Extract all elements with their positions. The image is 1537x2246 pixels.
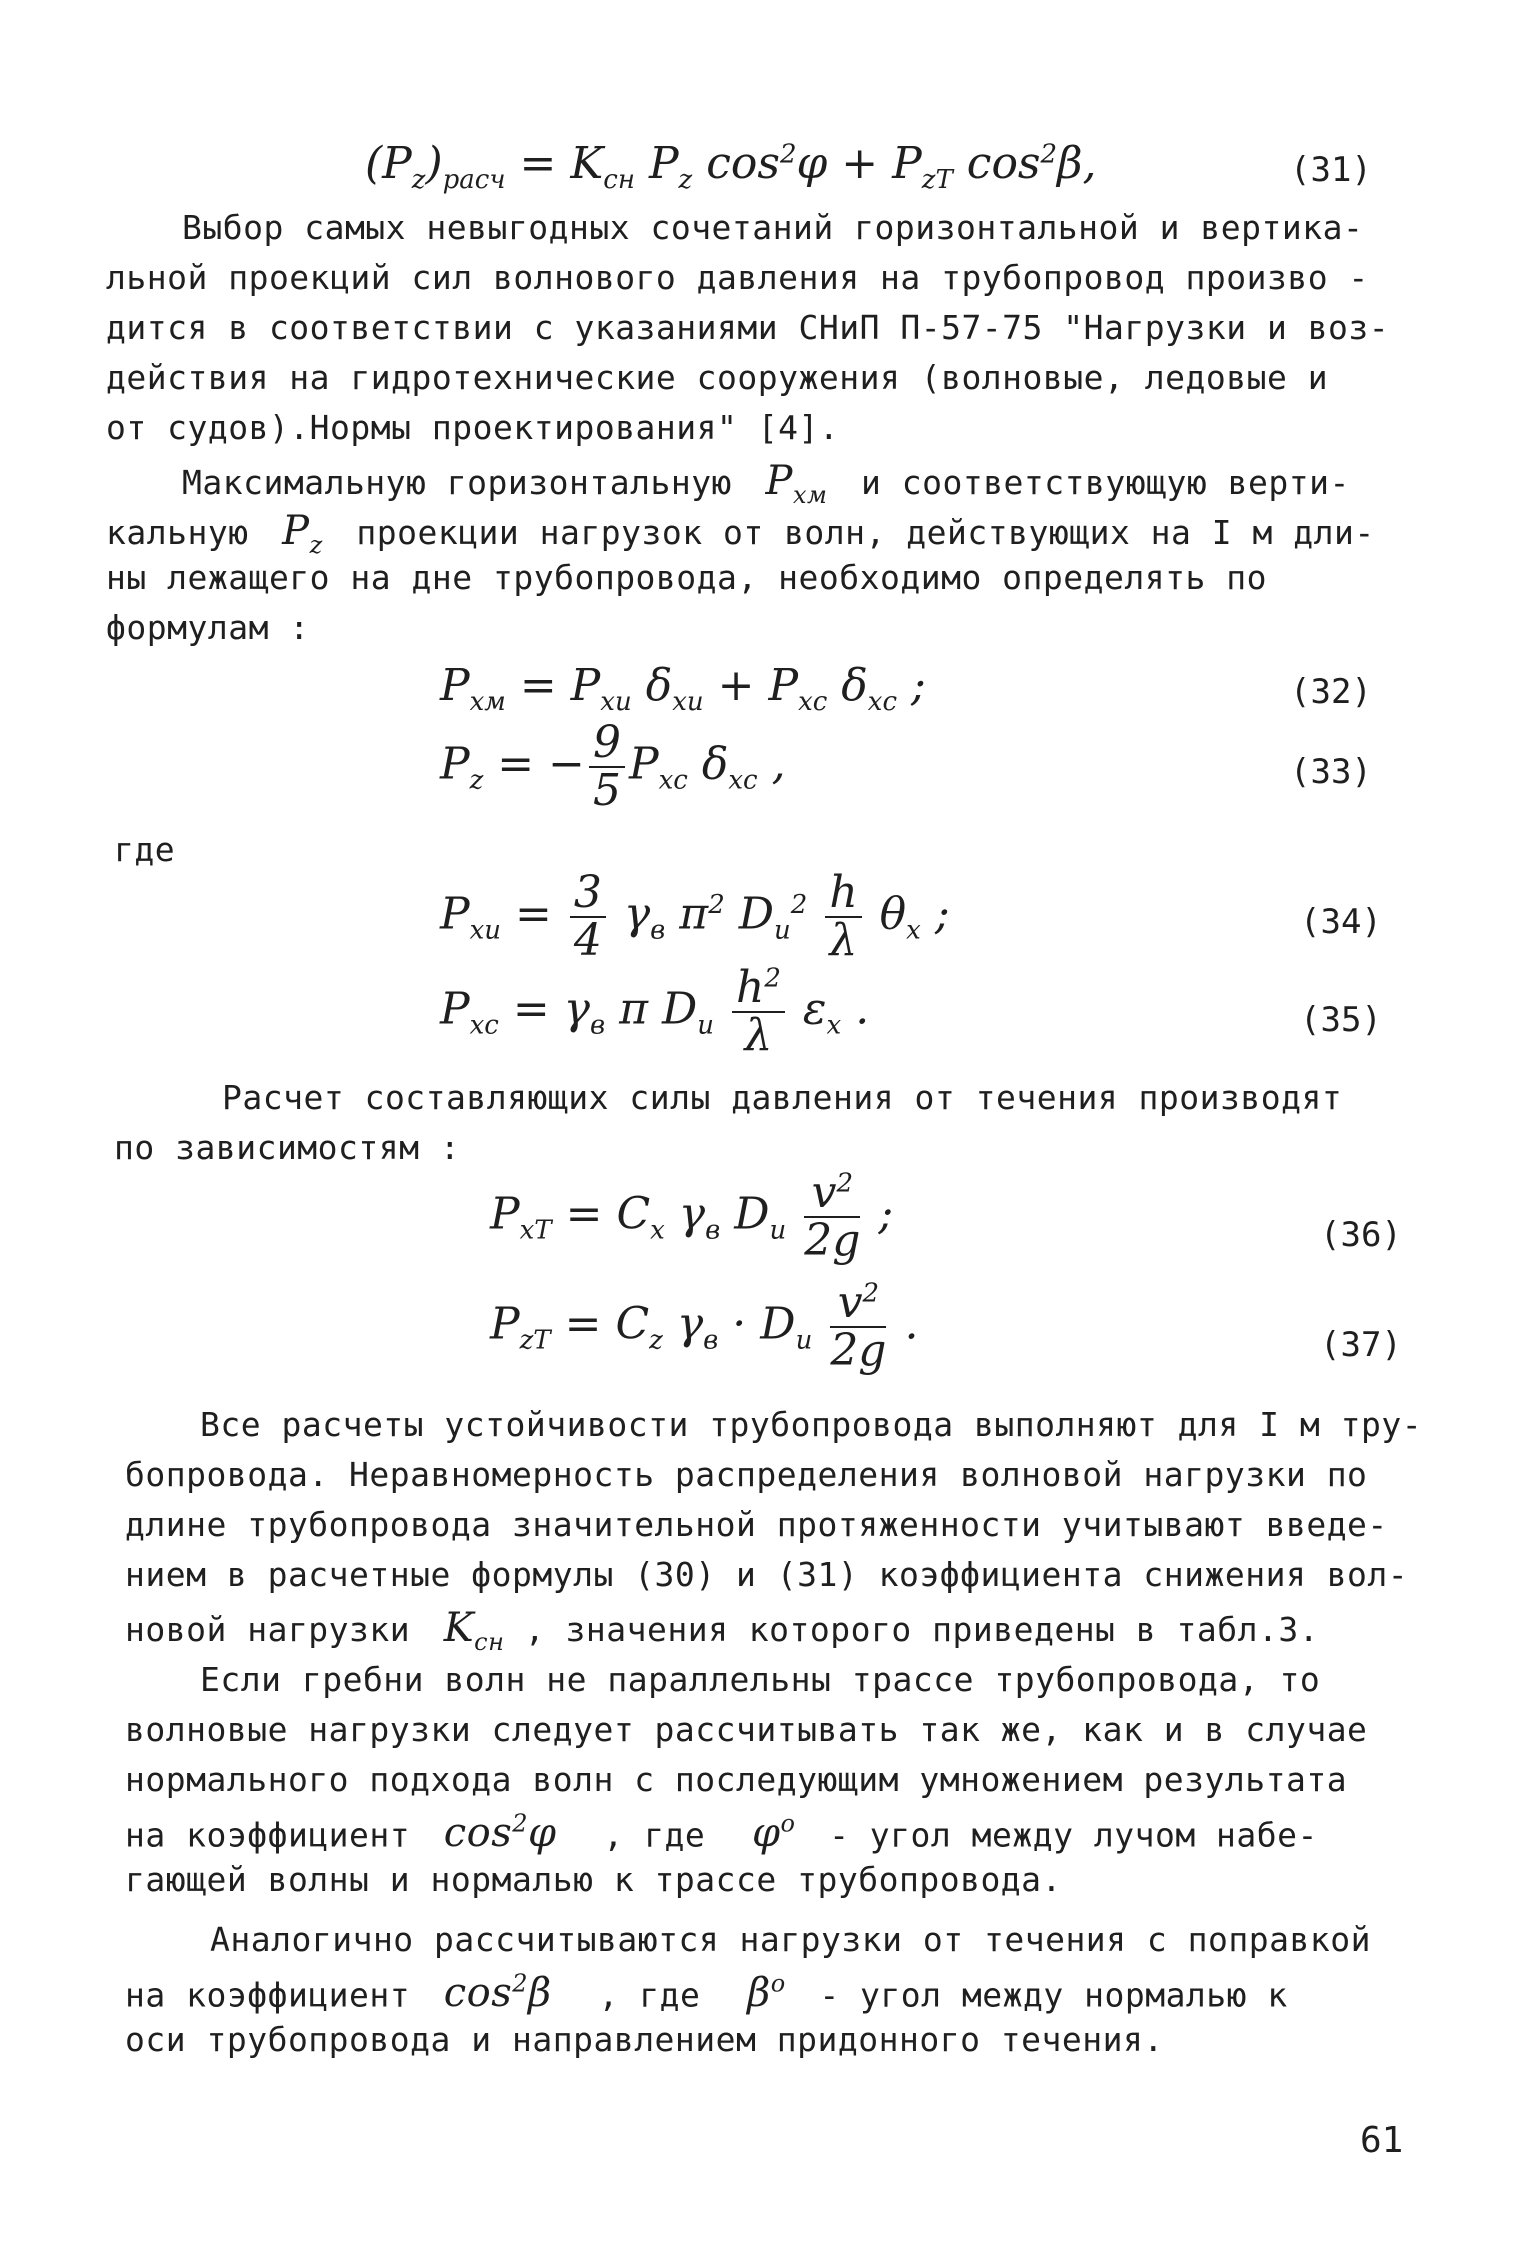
paragraph-2-line-1 <box>182 458 1350 509</box>
formula-number-31: (31) <box>1290 150 1372 190</box>
paragraph-2-line-4: формулам : <box>106 608 310 647</box>
paragraph-4-line-2: бопровода. Неравномерность распределения волновой нагрузки по <box>125 1455 1368 1494</box>
symbol-cos2beta: $\cos^2\beta$ <box>430 1970 579 2017</box>
paragraph-3-line-2: по зависимостям : <box>114 1128 461 1167</box>
formula-37: $P_{zT} = C_z$ $\gamma_в \cdot D_и$ $\frac{v^2}{2g}$ . <box>490 1277 919 1377</box>
paragraph-5-line-1: Если гребни волн не параллельны трассе трубопровода, то <box>200 1660 1321 1699</box>
text-segment: новой нагрузки <box>125 1610 411 1649</box>
paragraph-5-line-3: нормального подхода волн с последующим умножением результата <box>125 1760 1348 1799</box>
paragraph-1-line-1: Выбор самых невыгодных сочетаний горизонтальной и вертика- <box>182 208 1364 247</box>
text-segment: на коэффициент <box>125 1975 411 2015</box>
formula-number-37: (37) <box>1320 1325 1402 1365</box>
paragraph-5-line-5: гающей волны и нормалью к трассе трубопровода. <box>125 1860 1062 1899</box>
paragraph-5-line-2: волновые нагрузки следует рассчитывать так же, как и в случае <box>125 1710 1368 1749</box>
symbol-beta-deg: $\beta^o$ <box>720 1970 786 2017</box>
formula-number-35: (35) <box>1300 1000 1382 1040</box>
paragraph-4-line-3: длине трубопровода значительной протяженности учитывают введе- <box>125 1505 1388 1544</box>
paragraph-1-line-2: льной проекций сил волнового давления на трубопровод произво - <box>106 258 1369 297</box>
text-segment: , значения которого приведены в табл.3. <box>524 1610 1320 1649</box>
paragraph-6-line-1: Аналогично рассчитываются нагрузки от течения с поправкой <box>210 1920 1371 1959</box>
paragraph-6-line-2 <box>125 1970 1288 2016</box>
text-segment: - угол между нормалью к <box>819 1975 1288 2015</box>
formula-number-34: (34) <box>1300 902 1382 942</box>
symbol-pz: $P_z$ <box>268 508 323 559</box>
formula-34: $P_{xи}$ = $\frac{3}{4}$ $\gamma_в$ $\pi^2$ $D_и^2$ $\frac{h}{\lambda}$ $\theta_x$ ; <box>440 867 950 967</box>
formula-number-33: (33) <box>1290 752 1372 792</box>
paragraph-4-line-1: Все расчеты устойчивости трубопровода выполняют для I м тру- <box>200 1405 1423 1444</box>
formula-33: $P_z$ = − $\frac{9}{5}$ $P_{xc}$ $\delta_{xc}$ , <box>440 717 786 817</box>
paragraph-6-line-3: оси трубопровода и направлением придонного течения. <box>125 2020 1164 2059</box>
symbol-phi-deg: $\varphi^o$ <box>725 1810 796 1857</box>
paragraph-1-line-4: действия на гидротехнические сооружения (волновые, ледовые и <box>106 358 1329 397</box>
paragraph-3-line-1: Расчет составляющих силы давления от течения производят <box>222 1078 1343 1117</box>
formula-31: $(P_z)_{расч} = K_{сн}$ $P_z$ $\cos^2\varphi + P_{zT}$ $\cos^2\beta$, <box>365 138 1097 195</box>
text-segment: проекции нагрузок от волн, действующих на I м дли- <box>356 513 1375 552</box>
where-label: где <box>114 830 176 869</box>
text-segment: кальную <box>106 513 249 552</box>
symbol-cos2phi: $\cos^2\varphi$ <box>430 1810 583 1857</box>
formula-35: $P_{xc} = \gamma_в$ π $D_и$ $\frac{h^2}{\lambda}$ $\varepsilon_x$ . <box>440 962 870 1062</box>
paragraph-4-line-4: нием в расчетные формулы (30) и (31) коэффициента снижения вол- <box>125 1555 1409 1594</box>
text-segment: и соответствующую верти- <box>860 463 1350 502</box>
paragraph-1-line-3: дится в соответствии с указаниями СНиП П-57-75 "Нагрузки и воз- <box>106 308 1390 347</box>
symbol-pxm: $P_{xм}$ <box>752 458 828 509</box>
paragraph-5-line-4 <box>125 1810 1318 1856</box>
formula-number-32: (32) <box>1290 672 1372 712</box>
text-segment: , где <box>603 1815 706 1855</box>
paragraph-1-line-5: от судов).Нормы проектирования" [4]. <box>106 408 840 447</box>
paragraph-2-line-2 <box>106 508 1375 559</box>
text-segment: Максимальную горизонтальную <box>182 463 732 502</box>
page-number: 61 <box>1360 2120 1404 2161</box>
symbol-ksn: $K_{сн}$ <box>430 1605 505 1656</box>
text-segment: - угол между лучом набе- <box>829 1815 1318 1855</box>
text-segment: , где <box>598 1975 701 2015</box>
formula-number-36: (36) <box>1320 1215 1402 1255</box>
paragraph-4-line-5 <box>125 1605 1319 1656</box>
paragraph-2-line-3: ны лежащего на дне трубопровода, необходимо определять по <box>106 558 1267 597</box>
formula-32: $P_{xм} = P_{xи}$ $\delta_{xи} + P_{xc}$ $\delta_{xc}$ ; <box>440 660 926 717</box>
text-segment: на коэффициент <box>125 1815 411 1855</box>
formula-36: $P_{xT} = C_x$ $\gamma_в$ $D_и$ $\frac{v^2}{2g}$ ; <box>490 1167 894 1267</box>
